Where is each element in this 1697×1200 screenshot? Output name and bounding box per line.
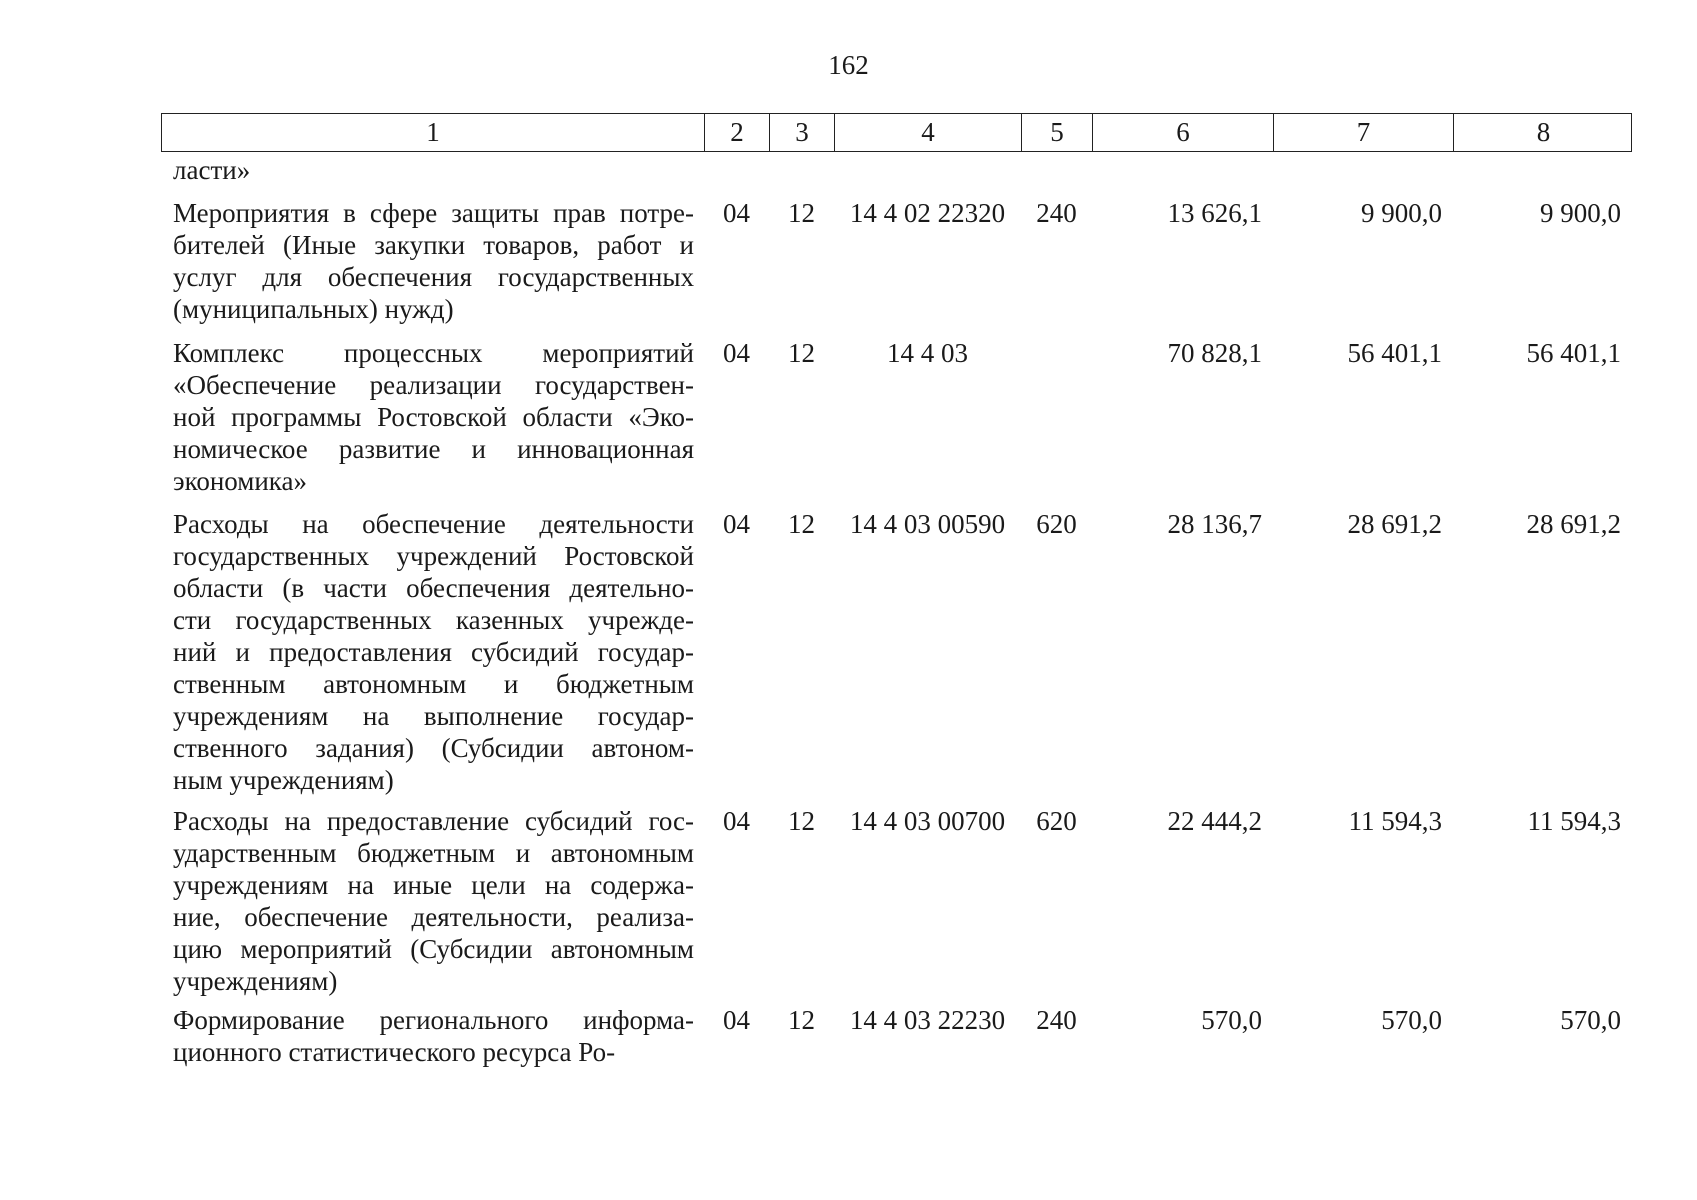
description-line: (муниципальных) нужд) [173,294,454,324]
description-line: бителей (Иные закупки товаров, работ и [173,230,694,260]
amount-col-6: 13 626,1 [1167,198,1262,228]
description-line: учреждениям) [173,966,338,996]
description-line: Расходы на обеспечение деятельности [173,509,694,539]
amount-col-7: 11 594,3 [1348,806,1442,836]
description-line: ным учреждениям) [173,765,394,795]
expense-type-code: 240 [1036,198,1077,228]
section-code: 04 [723,198,750,228]
description-line: Расходы на предоставление субсидий гос- [173,806,694,836]
column-header-6: 6 [1093,114,1274,151]
description-line: экономика» [173,466,307,496]
description-line: Комплекс процессных мероприятий [173,338,694,368]
target-article-code: 14 4 03 00590 [849,509,1006,539]
expense-type-code: 620 [1036,509,1077,539]
description-line: учреждениям на иные цели на содержа- [173,870,694,900]
section-code: 04 [723,806,750,836]
amount-col-8: 28 691,2 [1526,509,1621,539]
table-header [161,113,1632,152]
row-description [161,197,704,325]
description-line: ственным автономным и бюджетным [173,669,694,699]
page-number: 162 [828,50,869,80]
description-line: «Обеспечение реализации государствен- [173,370,694,400]
amount-col-8: 11 594,3 [1527,806,1621,836]
amount-col-7: 9 900,0 [1361,198,1442,228]
subsection-code: 12 [788,806,815,836]
target-article-code: 14 4 03 22230 [849,1005,1006,1035]
description-line: ной программы Ростовской области «Эко- [173,402,694,432]
description-line: государственных учреждений Ростовской [173,541,694,571]
column-header-2: 2 [705,114,770,151]
expense-type-code: 620 [1036,806,1077,836]
section-code: 04 [723,509,750,539]
description-line: сти государственных казенных учрежде- [173,605,694,635]
description-line: ционного статистического ресурса Ро- [173,1037,616,1067]
continuation-text: ласти» [173,155,251,185]
expense-type-code: 240 [1036,1005,1077,1035]
amount-col-6: 70 828,1 [1167,338,1262,368]
subsection-code: 12 [788,1005,815,1035]
continuation-row [161,154,1632,186]
description-line: услуг для обеспечения государственных [173,262,694,292]
description-line: ударственным бюджетным и автономным [173,838,694,868]
subsection-code: 12 [788,198,815,228]
description-line: ственного задания) (Субсидии автоном- [173,733,694,763]
description-line: области (в части обеспечения деятельно- [173,573,694,603]
amount-col-7: 56 401,1 [1347,338,1442,368]
row-description [161,1004,704,1068]
table-row [161,1004,1632,1068]
description-line: Мероприятия в сфере защиты прав потре- [173,198,694,228]
target-article-code: 14 4 03 [887,338,968,368]
target-article-code: 14 4 02 22320 [849,198,1006,228]
subsection-code: 12 [788,338,815,368]
amount-col-6: 22 444,2 [1167,806,1262,836]
description-line: номическое развитие и инновационная [173,434,694,464]
description-line: ний и предоставления субсидий государ- [173,637,694,667]
amount-col-6: 570,0 [1201,1005,1262,1035]
description-line: цию мероприятий (Субсидии автономным [173,934,694,964]
target-article-code: 14 4 03 00700 [849,806,1006,836]
column-header-4: 4 [835,114,1022,151]
amount-col-8: 9 900,0 [1540,198,1621,228]
amount-col-8: 56 401,1 [1526,338,1621,368]
row-description [161,337,704,497]
column-header-1: 1 [162,114,705,151]
column-header-5: 5 [1022,114,1093,151]
column-header-3: 3 [770,114,835,151]
row-description [161,508,704,796]
amount-col-7: 570,0 [1381,1005,1442,1035]
table-row [161,337,1632,497]
description-line: ние, обеспечение деятельности, реализа- [173,902,694,932]
subsection-code: 12 [788,509,815,539]
amount-col-7: 28 691,2 [1347,509,1442,539]
section-code: 04 [723,338,750,368]
column-header-8: 8 [1536,117,1551,147]
description-line: Формирование регионального информа- [173,1005,694,1035]
table-row [161,805,1632,997]
table-row [161,197,1632,325]
amount-col-8: 570,0 [1560,1005,1621,1035]
expense-type-code [1021,337,1092,497]
amount-col-6: 28 136,7 [1167,509,1262,539]
column-header-7: 7 [1274,114,1454,151]
section-code: 04 [723,1005,750,1035]
row-description [161,805,704,997]
table-row [161,508,1632,796]
description-line: учреждениям на выполнение государ- [173,701,694,731]
